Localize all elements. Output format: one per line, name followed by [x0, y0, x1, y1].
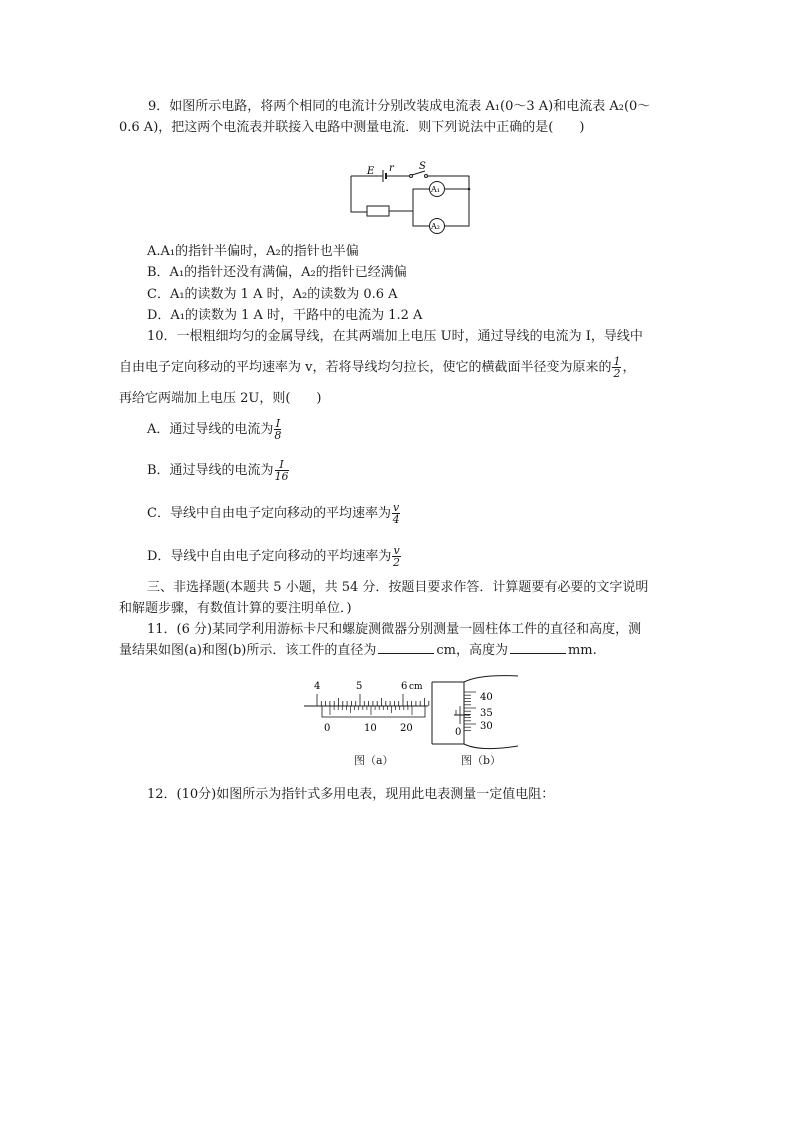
q9-option-b: B．A₁的指针还没有满偏，A₂的指针已经满偏 — [147, 265, 407, 280]
q11-line2-a: 量结果如图(a)和图(b)所示．该工件的直径为 — [119, 643, 377, 658]
label-S: S — [419, 161, 426, 172]
label-E: E — [367, 166, 375, 177]
fraction-numerator: v — [393, 544, 400, 557]
q9-circuit-diagram — [345, 160, 480, 240]
q10-option-c — [147, 502, 401, 525]
q10-line3: 再给它两端加上电压 2U，则( ) — [119, 391, 322, 406]
main-label-6: 6 — [401, 681, 408, 692]
main-scale-ticks — [317, 694, 429, 706]
q9-option-c: C．A₁的读数为 1 A 时，A₂的读数为 0.6 A — [147, 287, 398, 302]
fraction-numerator: 1 — [613, 355, 621, 368]
resistor-symbol — [367, 206, 389, 216]
option-fraction — [275, 459, 289, 482]
option-fraction — [392, 545, 400, 568]
q10-line2 — [119, 356, 636, 379]
vernier-caliper-figure — [302, 676, 432, 746]
fraction-denominator: 8 — [274, 429, 282, 442]
main-unit-cm: cm — [409, 682, 423, 692]
fig-b-caption: 图（b） — [461, 754, 502, 767]
option-text: A．通过导线的电流为 — [147, 422, 274, 437]
q9-option-d: D．A₁的读数为 1 A 时，干路中的电流为 1.2 A — [147, 308, 423, 323]
fraction-numerator: I — [275, 417, 281, 430]
fraction-numerator: I — [275, 459, 289, 471]
vernier-scale-body — [322, 706, 425, 717]
thimble-ticks — [464, 692, 476, 730]
q10-fraction — [612, 356, 621, 379]
q10-line1: 10．一根粗细均匀的金属导线，在其两端加上电压 U时，通过导线的电流为 I，导线中 — [147, 329, 643, 344]
option-fraction — [392, 502, 400, 525]
fraction-denominator: 16 — [274, 470, 289, 483]
q9-line2: 0.6 A)，把这两个电流表并联接入电路中测量电流．则下列说法中正确的是( ) — [119, 120, 585, 135]
thimble-label-35: 35 — [480, 708, 493, 719]
fraction-denominator: 2 — [393, 556, 401, 569]
q10-option-a — [147, 418, 282, 441]
main-label-4: 4 — [314, 681, 321, 692]
option-text: B．通过导线的电流为 — [147, 463, 274, 478]
thimble-label-30: 30 — [480, 721, 493, 732]
fraction-denominator: 4 — [392, 513, 400, 526]
q10-option-b — [147, 459, 290, 482]
sleeve-label-0: 0 — [455, 727, 462, 738]
vernier-label-20: 20 — [400, 723, 413, 734]
option-text: D．导线中自由电子定向移动的平均速率为 — [147, 549, 392, 564]
q10-line2-end: ， — [622, 360, 636, 375]
main-label-5: 5 — [356, 681, 363, 692]
fraction-denominator: 2 — [613, 367, 621, 380]
vernier-label-0: 0 — [324, 723, 331, 734]
q9-line1: 9．如图所示电路，将两个相同的电流计分别改装成电流表 A₁(0～3 A)和电流表 A₂(0～ — [148, 99, 651, 114]
q11-line2 — [119, 642, 597, 660]
q9-option-a: A.A₁的指针半偏时，A₂的指针也半偏 — [147, 244, 359, 259]
height-answer-blank[interactable] — [510, 653, 566, 654]
q11-line1: 11．(6 分)某同学利用游标卡尺和螺旋测微器分别测量一圆柱体工件的直径和高度，测 — [147, 622, 642, 637]
label-A2: A₂ — [431, 222, 440, 231]
option-fraction — [274, 418, 281, 441]
thimble-label-40: 40 — [480, 692, 493, 703]
q11-line2-c: mm. — [567, 643, 597, 658]
q12-line1: 12．(10分)如图所示为指针式多用电表，现用此电表测量一定值电阻： — [147, 787, 555, 802]
thimble-bottom-curve — [464, 744, 518, 749]
vernier-label-10: 10 — [364, 723, 377, 734]
q11-line2-b: cm，高度为 — [436, 643, 508, 658]
fraction-numerator: v — [392, 501, 400, 514]
section3-line1: 三、非选择题(本题共 5 小题，共 54 分．按题目要求作答．计算题要有必要的文字说明 — [147, 580, 649, 595]
label-A1: A₁ — [431, 185, 440, 194]
section3-line2: 和解题步骤，有数值计算的要注明单位．) — [119, 601, 352, 616]
thimble-top-curve — [464, 676, 518, 682]
label-r: r — [389, 163, 394, 174]
diameter-answer-blank[interactable] — [378, 653, 434, 654]
micrometer-figure — [430, 672, 522, 750]
fig-a-caption: 图（a） — [354, 754, 394, 767]
q10-line2-text: 自由电子定向移动的平均速率为 v，若将导线均匀拉长，使它的横截面半径变为原来的 — [119, 360, 612, 375]
vernier-ticks — [330, 706, 412, 715]
option-text: C．导线中自由电子定向移动的平均速率为 — [147, 506, 391, 521]
q10-option-d — [147, 545, 402, 568]
